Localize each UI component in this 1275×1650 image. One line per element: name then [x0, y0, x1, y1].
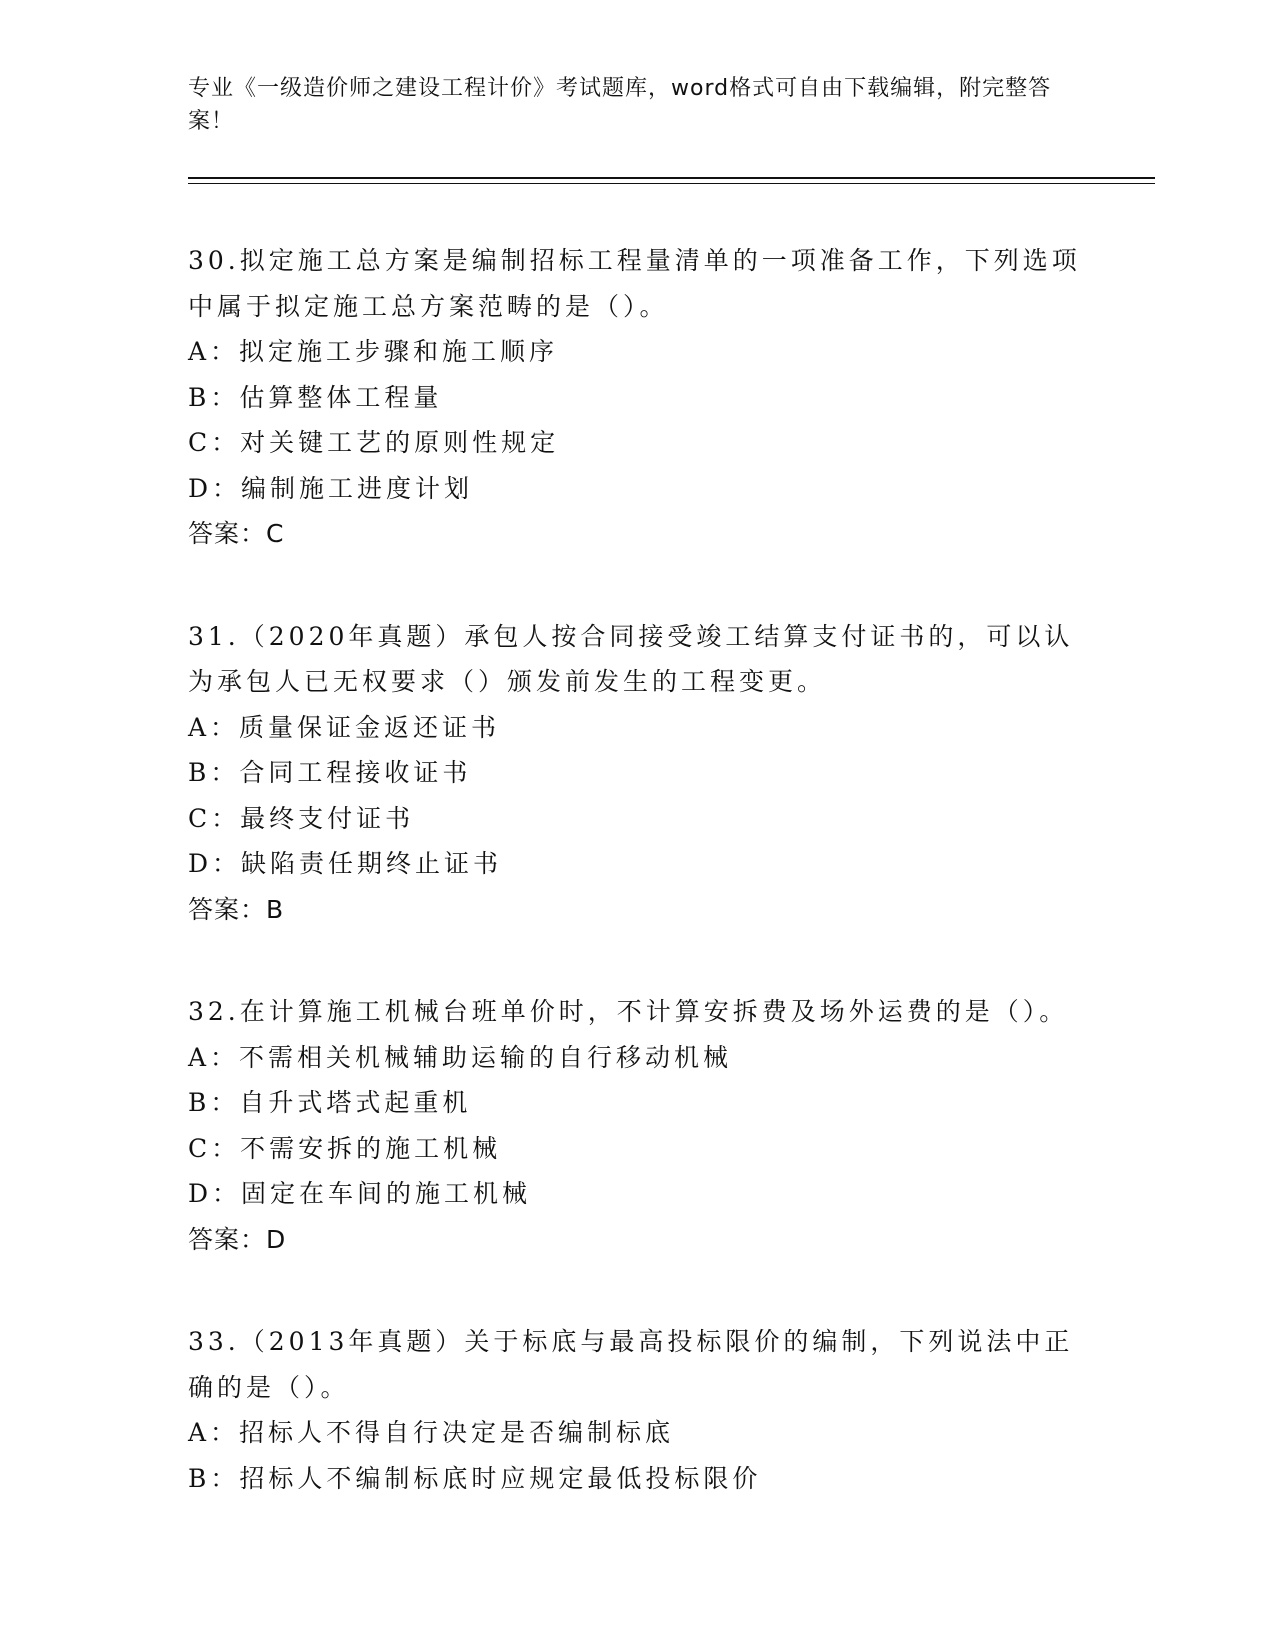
option-d: D：编制施工进度计划 [188, 473, 474, 503]
question-32 [188, 989, 1088, 1262]
question-spacer [188, 932, 1088, 989]
question-stem: 31.（2020年真题）承包人按合同接受竣工结算支付证书的，可以认为承包人已无权要求（）颁发前发生的工程变更。 [188, 621, 1074, 696]
question-30 [188, 238, 1088, 557]
question-stem: 30.拟定施工总方案是编制招标工程量清单的一项准备工作，下列选项中属于拟定施工总方案范畴的是（）。 [188, 246, 1081, 321]
option-c: C：最终支付证书 [188, 803, 415, 833]
answer-line: 答案：D [188, 1224, 287, 1254]
answer-line: 答案：B [188, 894, 285, 924]
question-stem: 32.在计算施工机械台班单价时，不计算安拆费及场外运费的是（）。 [188, 997, 1069, 1026]
option-d: D：缺陷责任期终止证书 [188, 849, 503, 878]
option-b: B：估算整体工程量 [188, 382, 443, 412]
option-a: A：招标人不得自行决定是否编制标底 [188, 1418, 675, 1447]
option-a: A：质量保证金返还证书 [188, 712, 501, 742]
question-stem: 33.（2013年真题）关于标底与最高投标限价的编制，下列说法中正确的是（）。 [188, 1327, 1074, 1402]
question-spacer [188, 1262, 1088, 1319]
question-33 [188, 1319, 1088, 1501]
option-c: C：不需安拆的施工机械 [188, 1133, 502, 1163]
option-a: A：拟定施工步骤和施工顺序 [188, 337, 559, 366]
option-b: B：招标人不编制标底时应规定最低投标限价 [188, 1463, 762, 1493]
header-divider-thick [188, 177, 1155, 179]
header-divider-thin [188, 183, 1155, 184]
header-intro-text: 专业《一级造价师之建设工程计价》考试题库，word格式可自由下载编辑，附完整答案！ [188, 76, 1052, 134]
question-31 [188, 614, 1088, 933]
question-spacer [188, 557, 1088, 614]
option-d: D：固定在车间的施工机械 [188, 1179, 532, 1208]
question-list [188, 238, 1088, 1501]
option-b: B：合同工程接收证书 [188, 758, 472, 787]
option-b: B：自升式塔式起重机 [188, 1088, 472, 1117]
option-c: C：对关键工艺的原则性规定 [188, 428, 560, 457]
answer-line: 答案：C [188, 519, 285, 548]
option-a: A：不需相关机械辅助运输的自行移动机械 [188, 1042, 733, 1072]
document-header [188, 72, 1068, 138]
